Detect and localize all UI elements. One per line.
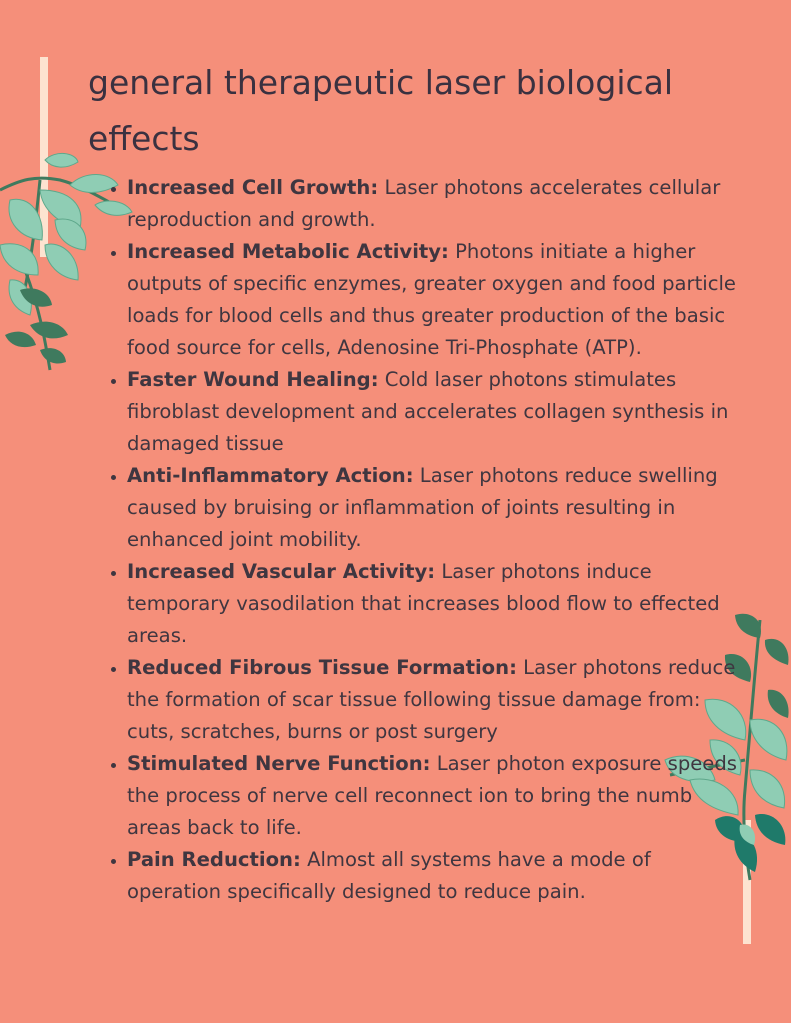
list-item bbox=[127, 844, 739, 908]
list-item bbox=[127, 460, 739, 556]
effect-label: Faster Wound Healing: bbox=[127, 368, 379, 391]
list-item bbox=[127, 364, 739, 460]
effect-label: Pain Reduction: bbox=[127, 848, 301, 871]
effect-label: Increased Metabolic Activity: bbox=[127, 240, 449, 263]
effect-text: Laser photons induce temporary vasodilation that increases blood flow to effected areas. bbox=[127, 560, 720, 647]
effect-label: Increased Vascular Activity: bbox=[127, 560, 436, 583]
effect-text: Laser photons reduce the formation of scar tissue following tissue damage from: cuts, scratches, burns or post surgery bbox=[127, 656, 736, 743]
effect-label: Stimulated Nerve Function: bbox=[127, 752, 431, 775]
list-item bbox=[127, 236, 739, 364]
page-title: general therapeutic laser biological effects bbox=[88, 63, 674, 158]
effect-label: Increased Cell Growth: bbox=[127, 176, 379, 199]
effects-list bbox=[100, 172, 739, 908]
effect-text: Laser photon exposure speeds the process of nerve cell reconnect ion to bring the numb areas back to life. bbox=[127, 752, 738, 839]
effect-text: Photons initiate a higher outputs of specific enzymes, greater oxygen and food particle loads for blood cells and thus greater production of the basic food source for cells, Adenosine Tri-Phosphate (ATP). bbox=[127, 240, 736, 359]
effect-text: Laser photons accelerates cellular reproduction and growth. bbox=[127, 176, 721, 231]
effect-text: Laser photons reduce swelling caused by bruising or inflammation of joints resulting in enhanced joint mobility. bbox=[127, 464, 718, 551]
effect-text: Almost all systems have a mode of operation specifically designed to reduce pain. bbox=[127, 848, 651, 903]
effect-label: Anti-Inflammatory Action: bbox=[127, 464, 414, 487]
effect-label: Reduced Fibrous Tissue Formation: bbox=[127, 656, 517, 679]
effect-text: Cold laser photons stimulates fibroblast development and accelerates collagen synthesis in damaged tissue bbox=[127, 368, 729, 455]
list-item bbox=[127, 172, 739, 236]
list-item bbox=[127, 556, 739, 652]
list-item bbox=[127, 748, 739, 844]
list-item bbox=[127, 652, 739, 748]
